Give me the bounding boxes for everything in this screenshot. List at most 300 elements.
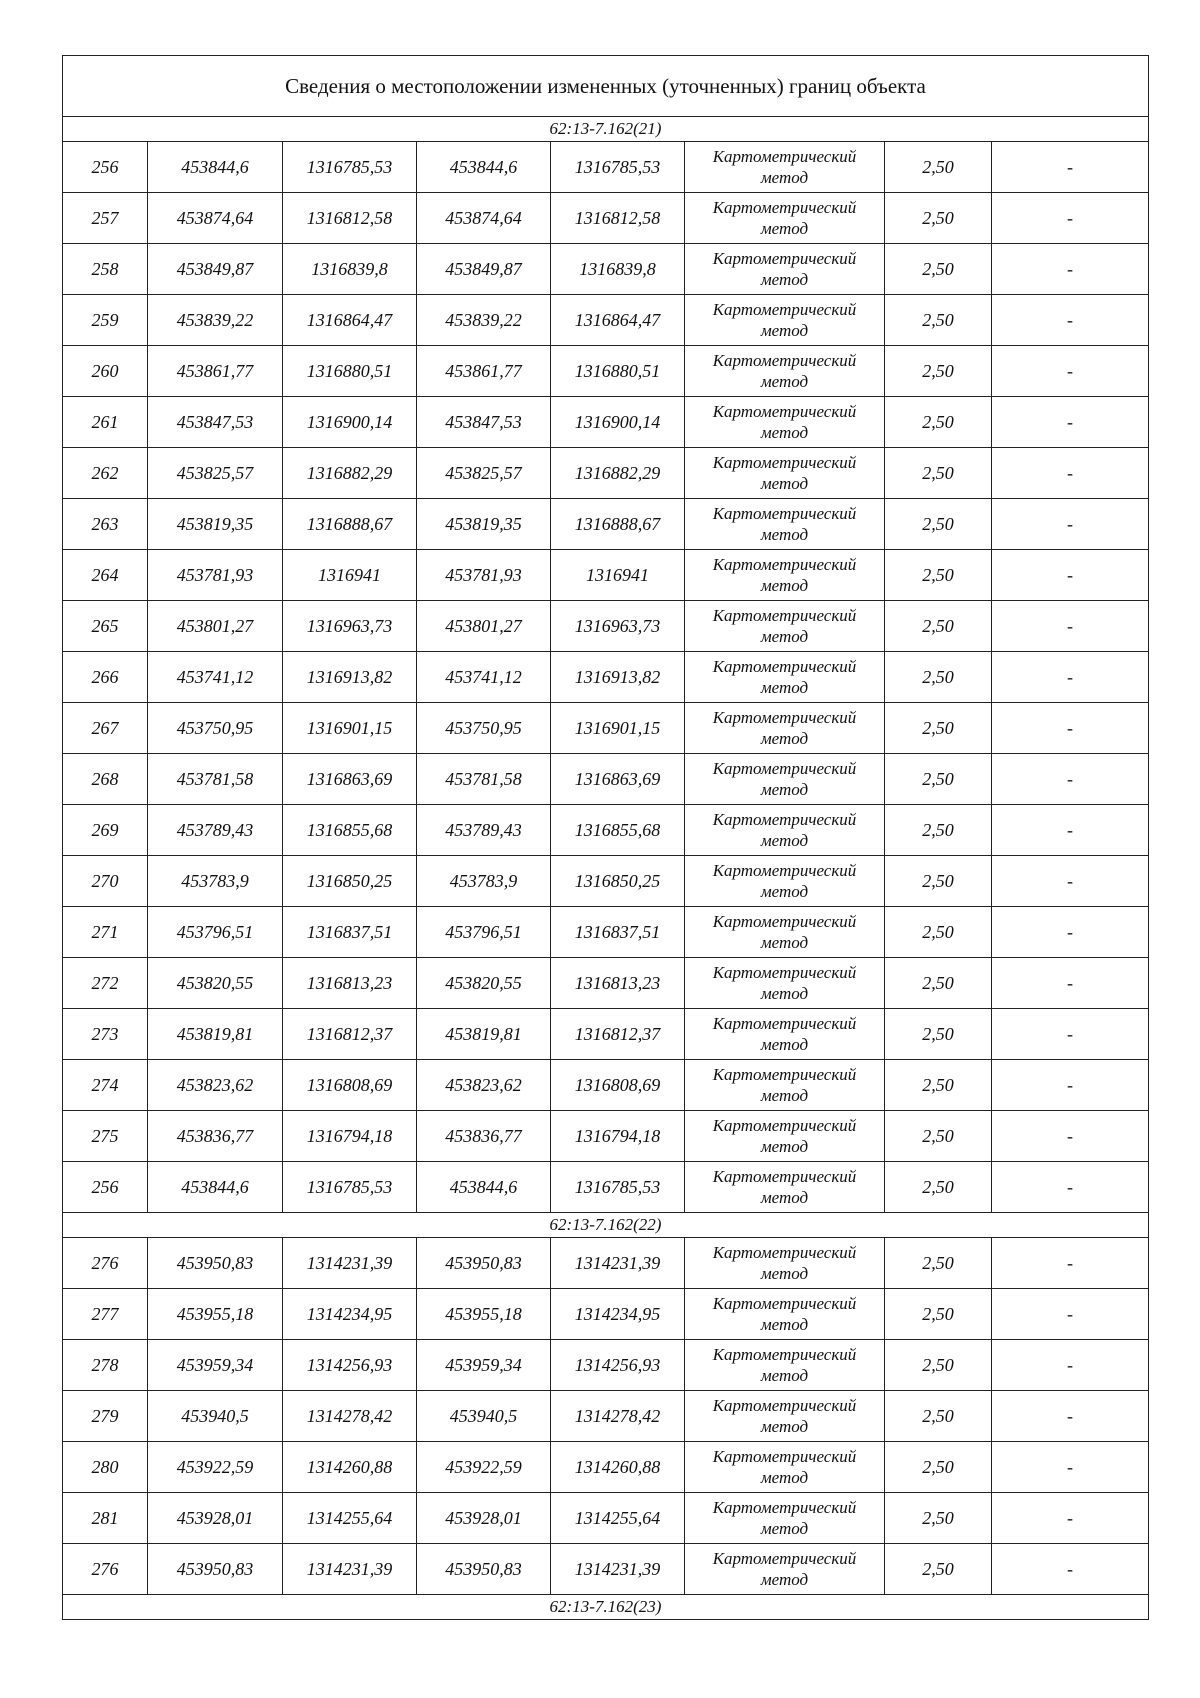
- method-line-1: Картометрический: [712, 912, 857, 931]
- y-existing-cell: 1316901,15: [283, 703, 417, 754]
- description-cell: -: [992, 1544, 1149, 1595]
- description-cell: -: [992, 142, 1149, 193]
- section-label: 62:13-7.162(23): [63, 1595, 1149, 1620]
- x-existing-cell: 453950,83: [148, 1238, 283, 1289]
- method-line-1: Картометрический: [712, 351, 857, 370]
- x-new-cell: 453950,83: [417, 1238, 551, 1289]
- table-row: [63, 1493, 1149, 1544]
- method-line-2: метод: [760, 780, 809, 799]
- x-existing-cell: 453781,93: [148, 550, 283, 601]
- accuracy-cell: 2,50: [885, 1544, 992, 1595]
- point-number-cell: 271: [63, 907, 148, 958]
- method-line-2: метод: [760, 474, 809, 493]
- method-line-1: Картометрический: [712, 1243, 857, 1262]
- point-number-cell: 260: [63, 346, 148, 397]
- x-existing-cell: 453861,77: [148, 346, 283, 397]
- accuracy-cell: 2,50: [885, 1060, 992, 1111]
- accuracy-cell: 2,50: [885, 142, 992, 193]
- method-line-1: Картометрический: [712, 1498, 857, 1517]
- table-row: [63, 1289, 1149, 1340]
- method-line-1: Картометрический: [712, 963, 857, 982]
- point-number-cell: 256: [63, 1162, 148, 1213]
- method-line-2: метод: [760, 576, 809, 595]
- accuracy-cell: 2,50: [885, 805, 992, 856]
- x-new-cell: 453789,43: [417, 805, 551, 856]
- method-line-1: Картометрический: [712, 1549, 857, 1568]
- x-existing-cell: 453955,18: [148, 1289, 283, 1340]
- method-cell: [685, 958, 885, 1009]
- y-new-cell: 1316880,51: [551, 346, 685, 397]
- x-new-cell: 453836,77: [417, 1111, 551, 1162]
- method-cell: [685, 1111, 885, 1162]
- x-existing-cell: 453959,34: [148, 1340, 283, 1391]
- y-existing-cell: 1316839,8: [283, 244, 417, 295]
- method-line-2: метод: [760, 729, 809, 748]
- point-number-cell: 258: [63, 244, 148, 295]
- method-cell: [685, 754, 885, 805]
- method-line-2: метод: [760, 525, 809, 544]
- x-new-cell: 453849,87: [417, 244, 551, 295]
- method-line-1: Картометрический: [712, 759, 857, 778]
- method-line-1: Картометрический: [712, 1065, 857, 1084]
- table-row: [63, 652, 1149, 703]
- method-line-1: Картометрический: [712, 1396, 857, 1415]
- y-new-cell: 1316901,15: [551, 703, 685, 754]
- x-existing-cell: 453783,9: [148, 856, 283, 907]
- accuracy-cell: 2,50: [885, 295, 992, 346]
- table-row: [63, 295, 1149, 346]
- accuracy-cell: 2,50: [885, 856, 992, 907]
- method-line-1: Картометрический: [712, 1345, 857, 1364]
- y-existing-cell: 1316850,25: [283, 856, 417, 907]
- description-cell: -: [992, 1289, 1149, 1340]
- x-new-cell: 453844,6: [417, 1162, 551, 1213]
- description-cell: -: [992, 346, 1149, 397]
- description-cell: -: [992, 550, 1149, 601]
- y-new-cell: 1316855,68: [551, 805, 685, 856]
- table-row: [63, 346, 1149, 397]
- method-line-1: Картометрический: [712, 504, 857, 523]
- x-existing-cell: 453839,22: [148, 295, 283, 346]
- y-existing-cell: 1314231,39: [283, 1544, 417, 1595]
- method-cell: [685, 1391, 885, 1442]
- method-line-2: метод: [760, 372, 809, 391]
- x-existing-cell: 453836,77: [148, 1111, 283, 1162]
- description-cell: -: [992, 1060, 1149, 1111]
- x-existing-cell: 453796,51: [148, 907, 283, 958]
- point-number-cell: 275: [63, 1111, 148, 1162]
- x-existing-cell: 453950,83: [148, 1544, 283, 1595]
- x-existing-cell: 453823,62: [148, 1060, 283, 1111]
- method-line-2: метод: [760, 1264, 809, 1283]
- method-cell: [685, 193, 885, 244]
- x-new-cell: 453801,27: [417, 601, 551, 652]
- table-row: [63, 1544, 1149, 1595]
- y-new-cell: 1314231,39: [551, 1544, 685, 1595]
- table-row: [63, 1111, 1149, 1162]
- table-row: [63, 244, 1149, 295]
- method-line-1: Картометрический: [712, 147, 857, 166]
- point-number-cell: 264: [63, 550, 148, 601]
- table-row: [63, 1009, 1149, 1060]
- method-line-1: Картометрический: [712, 1294, 857, 1313]
- method-cell: [685, 703, 885, 754]
- point-number-cell: 272: [63, 958, 148, 1009]
- y-existing-cell: 1316785,53: [283, 142, 417, 193]
- accuracy-cell: 2,50: [885, 1111, 992, 1162]
- description-cell: -: [992, 1238, 1149, 1289]
- method-cell: [685, 346, 885, 397]
- section-label: 62:13-7.162(21): [63, 117, 1149, 142]
- x-existing-cell: 453844,6: [148, 1162, 283, 1213]
- accuracy-cell: 2,50: [885, 958, 992, 1009]
- method-line-2: метод: [760, 1315, 809, 1334]
- point-number-cell: 276: [63, 1544, 148, 1595]
- method-cell: [685, 1162, 885, 1213]
- accuracy-cell: 2,50: [885, 652, 992, 703]
- x-new-cell: 453955,18: [417, 1289, 551, 1340]
- point-number-cell: 256: [63, 142, 148, 193]
- y-new-cell: 1314255,64: [551, 1493, 685, 1544]
- y-existing-cell: 1316941: [283, 550, 417, 601]
- method-line-2: метод: [760, 423, 809, 442]
- x-new-cell: 453844,6: [417, 142, 551, 193]
- method-line-1: Картометрический: [712, 300, 857, 319]
- y-existing-cell: 1314255,64: [283, 1493, 417, 1544]
- y-new-cell: 1316839,8: [551, 244, 685, 295]
- method-line-1: Картометрический: [712, 402, 857, 421]
- description-cell: -: [992, 448, 1149, 499]
- method-line-1: Картометрический: [712, 1167, 857, 1186]
- method-line-1: Картометрический: [712, 198, 857, 217]
- y-existing-cell: 1314260,88: [283, 1442, 417, 1493]
- x-new-cell: 453922,59: [417, 1442, 551, 1493]
- method-cell: [685, 1289, 885, 1340]
- description-cell: -: [992, 754, 1149, 805]
- x-new-cell: 453825,57: [417, 448, 551, 499]
- y-new-cell: 1316900,14: [551, 397, 685, 448]
- y-existing-cell: 1316813,23: [283, 958, 417, 1009]
- description-cell: -: [992, 1442, 1149, 1493]
- accuracy-cell: 2,50: [885, 907, 992, 958]
- x-new-cell: 453819,35: [417, 499, 551, 550]
- accuracy-cell: 2,50: [885, 1238, 992, 1289]
- x-existing-cell: 453928,01: [148, 1493, 283, 1544]
- x-new-cell: 453940,5: [417, 1391, 551, 1442]
- accuracy-cell: 2,50: [885, 1162, 992, 1213]
- table-row: [63, 448, 1149, 499]
- method-cell: [685, 142, 885, 193]
- y-existing-cell: 1316812,58: [283, 193, 417, 244]
- x-new-cell: 453781,58: [417, 754, 551, 805]
- y-new-cell: 1316864,47: [551, 295, 685, 346]
- x-new-cell: 453823,62: [417, 1060, 551, 1111]
- section-row: [63, 1213, 1149, 1238]
- y-new-cell: 1316913,82: [551, 652, 685, 703]
- table-row: [63, 1060, 1149, 1111]
- method-cell: [685, 907, 885, 958]
- method-cell: [685, 1238, 885, 1289]
- table-row: [63, 703, 1149, 754]
- table-row: [63, 499, 1149, 550]
- method-cell: [685, 550, 885, 601]
- x-existing-cell: 453801,27: [148, 601, 283, 652]
- x-new-cell: 453959,34: [417, 1340, 551, 1391]
- description-cell: -: [992, 499, 1149, 550]
- table-row: [63, 1442, 1149, 1493]
- method-cell: [685, 1544, 885, 1595]
- description-cell: -: [992, 907, 1149, 958]
- y-new-cell: 1316963,73: [551, 601, 685, 652]
- method-line-1: Картометрический: [712, 810, 857, 829]
- point-number-cell: 270: [63, 856, 148, 907]
- method-line-1: Картометрический: [712, 249, 857, 268]
- point-number-cell: 274: [63, 1060, 148, 1111]
- table-row: [63, 397, 1149, 448]
- x-new-cell: 453781,93: [417, 550, 551, 601]
- x-new-cell: 453861,77: [417, 346, 551, 397]
- point-number-cell: 279: [63, 1391, 148, 1442]
- method-cell: [685, 1493, 885, 1544]
- description-cell: -: [992, 601, 1149, 652]
- description-cell: -: [992, 652, 1149, 703]
- method-line-1: Картометрический: [712, 861, 857, 880]
- y-existing-cell: 1316864,47: [283, 295, 417, 346]
- table-row: [63, 958, 1149, 1009]
- method-line-1: Картометрический: [712, 606, 857, 625]
- accuracy-cell: 2,50: [885, 703, 992, 754]
- x-existing-cell: 453819,35: [148, 499, 283, 550]
- method-line-2: метод: [760, 627, 809, 646]
- y-new-cell: 1316888,67: [551, 499, 685, 550]
- method-line-2: метод: [760, 1519, 809, 1538]
- y-existing-cell: 1316812,37: [283, 1009, 417, 1060]
- description-cell: -: [992, 1340, 1149, 1391]
- x-new-cell: 453847,53: [417, 397, 551, 448]
- method-line-1: Картометрический: [712, 1447, 857, 1466]
- table-body: [63, 56, 1149, 1620]
- y-existing-cell: 1316900,14: [283, 397, 417, 448]
- x-existing-cell: 453874,64: [148, 193, 283, 244]
- y-new-cell: 1316794,18: [551, 1111, 685, 1162]
- table-row: [63, 601, 1149, 652]
- point-number-cell: 263: [63, 499, 148, 550]
- y-new-cell: 1314278,42: [551, 1391, 685, 1442]
- y-new-cell: 1316785,53: [551, 142, 685, 193]
- method-line-2: метод: [760, 1035, 809, 1054]
- x-new-cell: 453819,81: [417, 1009, 551, 1060]
- x-new-cell: 453796,51: [417, 907, 551, 958]
- y-existing-cell: 1316785,53: [283, 1162, 417, 1213]
- x-existing-cell: 453849,87: [148, 244, 283, 295]
- method-line-1: Картометрический: [712, 708, 857, 727]
- method-cell: [685, 601, 885, 652]
- method-line-2: метод: [760, 1137, 809, 1156]
- x-new-cell: 453874,64: [417, 193, 551, 244]
- y-existing-cell: 1314256,93: [283, 1340, 417, 1391]
- y-new-cell: 1316808,69: [551, 1060, 685, 1111]
- method-line-1: Картометрический: [712, 1014, 857, 1033]
- description-cell: -: [992, 244, 1149, 295]
- y-existing-cell: 1316863,69: [283, 754, 417, 805]
- method-cell: [685, 856, 885, 907]
- accuracy-cell: 2,50: [885, 550, 992, 601]
- boundary-coordinates-table: [62, 55, 1149, 1620]
- y-existing-cell: 1316913,82: [283, 652, 417, 703]
- y-new-cell: 1316941: [551, 550, 685, 601]
- description-cell: -: [992, 397, 1149, 448]
- section-row: [63, 117, 1149, 142]
- x-new-cell: 453741,12: [417, 652, 551, 703]
- point-number-cell: 277: [63, 1289, 148, 1340]
- x-existing-cell: 453820,55: [148, 958, 283, 1009]
- point-number-cell: 276: [63, 1238, 148, 1289]
- y-existing-cell: 1316882,29: [283, 448, 417, 499]
- y-existing-cell: 1314278,42: [283, 1391, 417, 1442]
- y-new-cell: 1314256,93: [551, 1340, 685, 1391]
- x-new-cell: 453750,95: [417, 703, 551, 754]
- accuracy-cell: 2,50: [885, 1442, 992, 1493]
- section-row: [63, 1595, 1149, 1620]
- x-new-cell: 453839,22: [417, 295, 551, 346]
- description-cell: -: [992, 703, 1149, 754]
- x-existing-cell: 453750,95: [148, 703, 283, 754]
- accuracy-cell: 2,50: [885, 1289, 992, 1340]
- method-line-2: метод: [760, 678, 809, 697]
- table-row: [63, 1162, 1149, 1213]
- table-row: [63, 907, 1149, 958]
- accuracy-cell: 2,50: [885, 1009, 992, 1060]
- x-existing-cell: 453847,53: [148, 397, 283, 448]
- method-line-2: метод: [760, 168, 809, 187]
- method-cell: [685, 1009, 885, 1060]
- point-number-cell: 281: [63, 1493, 148, 1544]
- method-line-2: метод: [760, 1570, 809, 1589]
- method-line-1: Картометрический: [712, 555, 857, 574]
- point-number-cell: 269: [63, 805, 148, 856]
- point-number-cell: 278: [63, 1340, 148, 1391]
- y-new-cell: 1316813,23: [551, 958, 685, 1009]
- title-row: [63, 56, 1149, 117]
- point-number-cell: 265: [63, 601, 148, 652]
- table-row: [63, 1238, 1149, 1289]
- description-cell: -: [992, 295, 1149, 346]
- accuracy-cell: 2,50: [885, 1391, 992, 1442]
- description-cell: -: [992, 193, 1149, 244]
- point-number-cell: 257: [63, 193, 148, 244]
- y-new-cell: 1316812,58: [551, 193, 685, 244]
- y-new-cell: 1314234,95: [551, 1289, 685, 1340]
- table-row: [63, 1391, 1149, 1442]
- point-number-cell: 259: [63, 295, 148, 346]
- method-cell: [685, 499, 885, 550]
- y-existing-cell: 1314234,95: [283, 1289, 417, 1340]
- y-existing-cell: 1316855,68: [283, 805, 417, 856]
- method-line-2: метод: [760, 984, 809, 1003]
- x-existing-cell: 453825,57: [148, 448, 283, 499]
- method-line-2: метод: [760, 1188, 809, 1207]
- y-new-cell: 1316863,69: [551, 754, 685, 805]
- accuracy-cell: 2,50: [885, 1340, 992, 1391]
- y-new-cell: 1314260,88: [551, 1442, 685, 1493]
- y-new-cell: 1316812,37: [551, 1009, 685, 1060]
- table-row: [63, 754, 1149, 805]
- method-line-2: метод: [760, 1468, 809, 1487]
- point-number-cell: 268: [63, 754, 148, 805]
- accuracy-cell: 2,50: [885, 244, 992, 295]
- method-cell: [685, 1060, 885, 1111]
- description-cell: -: [992, 805, 1149, 856]
- table-row: [63, 1340, 1149, 1391]
- method-line-2: метод: [760, 1417, 809, 1436]
- y-existing-cell: 1316880,51: [283, 346, 417, 397]
- description-cell: -: [992, 1009, 1149, 1060]
- method-line-2: метод: [760, 882, 809, 901]
- method-line-2: метод: [760, 831, 809, 850]
- x-existing-cell: 453940,5: [148, 1391, 283, 1442]
- method-line-2: метод: [760, 933, 809, 952]
- x-existing-cell: 453819,81: [148, 1009, 283, 1060]
- x-existing-cell: 453922,59: [148, 1442, 283, 1493]
- point-number-cell: 267: [63, 703, 148, 754]
- point-number-cell: 280: [63, 1442, 148, 1493]
- accuracy-cell: 2,50: [885, 448, 992, 499]
- method-cell: [685, 295, 885, 346]
- x-existing-cell: 453844,6: [148, 142, 283, 193]
- x-new-cell: 453928,01: [417, 1493, 551, 1544]
- y-existing-cell: 1316888,67: [283, 499, 417, 550]
- accuracy-cell: 2,50: [885, 193, 992, 244]
- table-row: [63, 193, 1149, 244]
- method-line-2: метод: [760, 1366, 809, 1385]
- table-row: [63, 856, 1149, 907]
- x-existing-cell: 453781,58: [148, 754, 283, 805]
- section-label: 62:13-7.162(22): [63, 1213, 1149, 1238]
- accuracy-cell: 2,50: [885, 754, 992, 805]
- method-line-2: метод: [760, 270, 809, 289]
- method-line-1: Картометрический: [712, 453, 857, 472]
- y-new-cell: 1316882,29: [551, 448, 685, 499]
- x-existing-cell: 453789,43: [148, 805, 283, 856]
- description-cell: -: [992, 958, 1149, 1009]
- method-cell: [685, 397, 885, 448]
- accuracy-cell: 2,50: [885, 397, 992, 448]
- table-title: Сведения о местоположении измененных (уточненных) границ объекта: [63, 56, 1149, 117]
- y-existing-cell: 1316837,51: [283, 907, 417, 958]
- description-cell: -: [992, 1493, 1149, 1544]
- y-new-cell: 1316850,25: [551, 856, 685, 907]
- method-cell: [685, 448, 885, 499]
- accuracy-cell: 2,50: [885, 1493, 992, 1544]
- method-line-2: метод: [760, 219, 809, 238]
- method-line-1: Картометрический: [712, 657, 857, 676]
- point-number-cell: 266: [63, 652, 148, 703]
- method-line-2: метод: [760, 321, 809, 340]
- y-new-cell: 1316837,51: [551, 907, 685, 958]
- table-row: [63, 142, 1149, 193]
- accuracy-cell: 2,50: [885, 499, 992, 550]
- x-new-cell: 453950,83: [417, 1544, 551, 1595]
- method-cell: [685, 805, 885, 856]
- y-existing-cell: 1316963,73: [283, 601, 417, 652]
- accuracy-cell: 2,50: [885, 346, 992, 397]
- y-existing-cell: 1314231,39: [283, 1238, 417, 1289]
- method-line-2: метод: [760, 1086, 809, 1105]
- x-new-cell: 453783,9: [417, 856, 551, 907]
- y-new-cell: 1314231,39: [551, 1238, 685, 1289]
- description-cell: -: [992, 1111, 1149, 1162]
- x-new-cell: 453820,55: [417, 958, 551, 1009]
